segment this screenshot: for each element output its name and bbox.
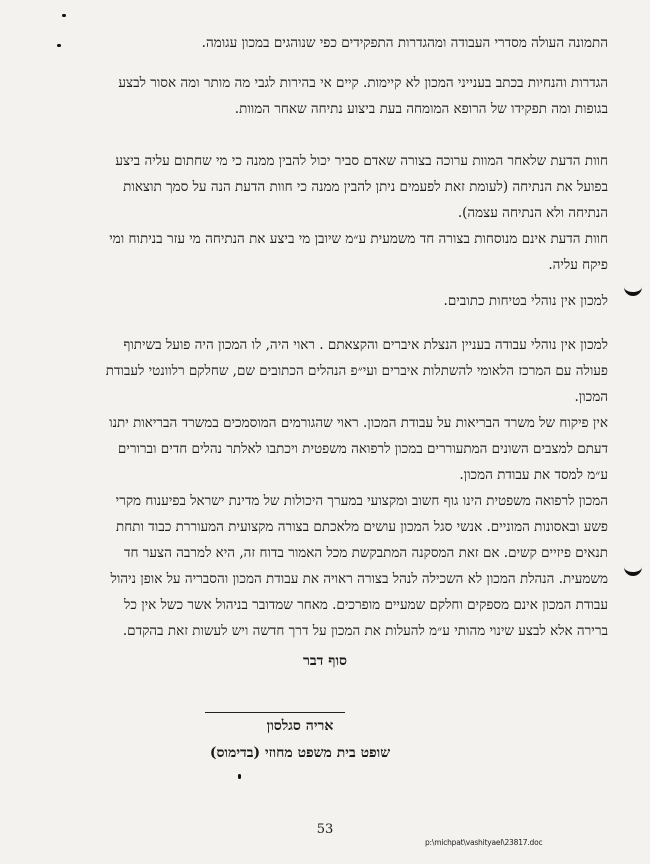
text-line: למכון אין נוהלי עבודה בעניין הנצלת איברים והקצאתם . ראוי היה, לו המכון היה פועל בשיתוף xyxy=(123,337,608,353)
intro-line xyxy=(28,30,608,56)
scan-speck xyxy=(62,14,66,17)
paragraph-opinion xyxy=(28,148,608,278)
file-path: p:\michpat\vashityael\23817.doc xyxy=(425,838,543,847)
text-line: ברירה אלא לבצע שינוי מהותי ע״מ להעלות את המכון על דרך חדשה ויש לעשות זאת בהקדם. xyxy=(122,623,608,639)
text-line: המכון לרפואה משפטית הינו גוף חשוב ומקצועי במערך היכולות של מדינת ישראל בפיענוח מקרי xyxy=(115,493,608,509)
text-line: פשע ובאסונות המוניים. אנשי סגל המכון עושים מלאכתם בצורה מקצועית המעוררת כבוד ותחת xyxy=(116,519,608,535)
signature-title: שופט בית משפט מחוזי (בדימוס) xyxy=(209,745,391,761)
text-line: הגדרות והנחיות בכתב בענייני המכון לא קיימות. קיים אי בהירות לגבי מה מותר ומה אסור לבצע xyxy=(118,75,608,91)
text-line: תנאים פיזיים קשים. אם זאת המסקנה המתבקשת מכל האמור בדוח זה, היא למרבה הצער חד xyxy=(123,545,608,561)
binder-hole-mark xyxy=(624,284,642,296)
text-line: הנתיחה ולא הנתיחה עצמה). xyxy=(457,205,608,221)
text-line: התמונה העולה מסדרי העבודה ומהגדרות התפקידים כפי שנוהגים במכון עגומה. xyxy=(201,35,608,51)
binder-hole-mark xyxy=(624,564,642,576)
paragraph-safety xyxy=(28,288,608,314)
text-line: המכון. xyxy=(574,389,608,405)
text-line: בפועל את הנתיחה (לעומת זאת לפעמים ניתן להבין ממנה כי חוות הדעת הנה על סמך תוצאות xyxy=(123,179,608,195)
text-line: עבודת המכון אינם מספקים וחלקם שמעיים מופרכים. מאחר שמדובר בניהול אשר כשל אין כל xyxy=(124,597,608,613)
text-line: חוות הדעת שלאחר המוות ערוכה בצורה שאדם סביר יכול להבין ממנה כי מי שחתום עליה ביצע xyxy=(115,153,608,169)
text-line: חוות הדעת אינם מנוסחות בצורה חד משמעית ע״מ שיובן מי ביצע את הנתיחה מי עזר בניתוח ומי xyxy=(109,231,608,247)
text-line: משמעית. הנהלת המכון לא השכילה לנהל בצורה ראויה את עבודת המכון והסבריה על אופן ניהול xyxy=(110,571,608,587)
paragraph-conclusion xyxy=(28,488,608,644)
closing-heading: סוף דבר xyxy=(302,653,348,669)
text-line: בגופות ומה תפקידו של הרופא המומחה בעת ביצוע נתיחה שאחר המוות. xyxy=(234,101,608,117)
text-line: אין פיקוח של משרד הבריאות על עבודת המכון. ראוי שהגורמים המוסמכים במשרד הבריאות יתנו xyxy=(109,415,608,431)
signature-line xyxy=(205,712,345,713)
text-line: ע״מ למסד את עבודת המכון. xyxy=(459,467,608,483)
text-line: פעולה עם המרכז הלאומי להשתלות איברים ועי״פ הנהלים הכתובים שם, שחלקם רלוונטי לעבודת xyxy=(105,363,608,379)
scan-speck xyxy=(238,774,241,779)
page-number: 53 xyxy=(316,822,334,837)
paragraph-definitions xyxy=(28,70,608,122)
text-line: פיקח עליה. xyxy=(548,257,608,273)
text-line: דעתם למצבים השונים המתעוררים במכון לרפואה משפטית ויכתבו לאלתר נהלים חדים וברורים xyxy=(117,441,608,457)
paragraph-procedures xyxy=(28,332,608,488)
signature-name: אריה סגלסון xyxy=(266,718,334,734)
text-line: למכון אין נוהלי בטיחות כתובים. xyxy=(443,293,608,309)
